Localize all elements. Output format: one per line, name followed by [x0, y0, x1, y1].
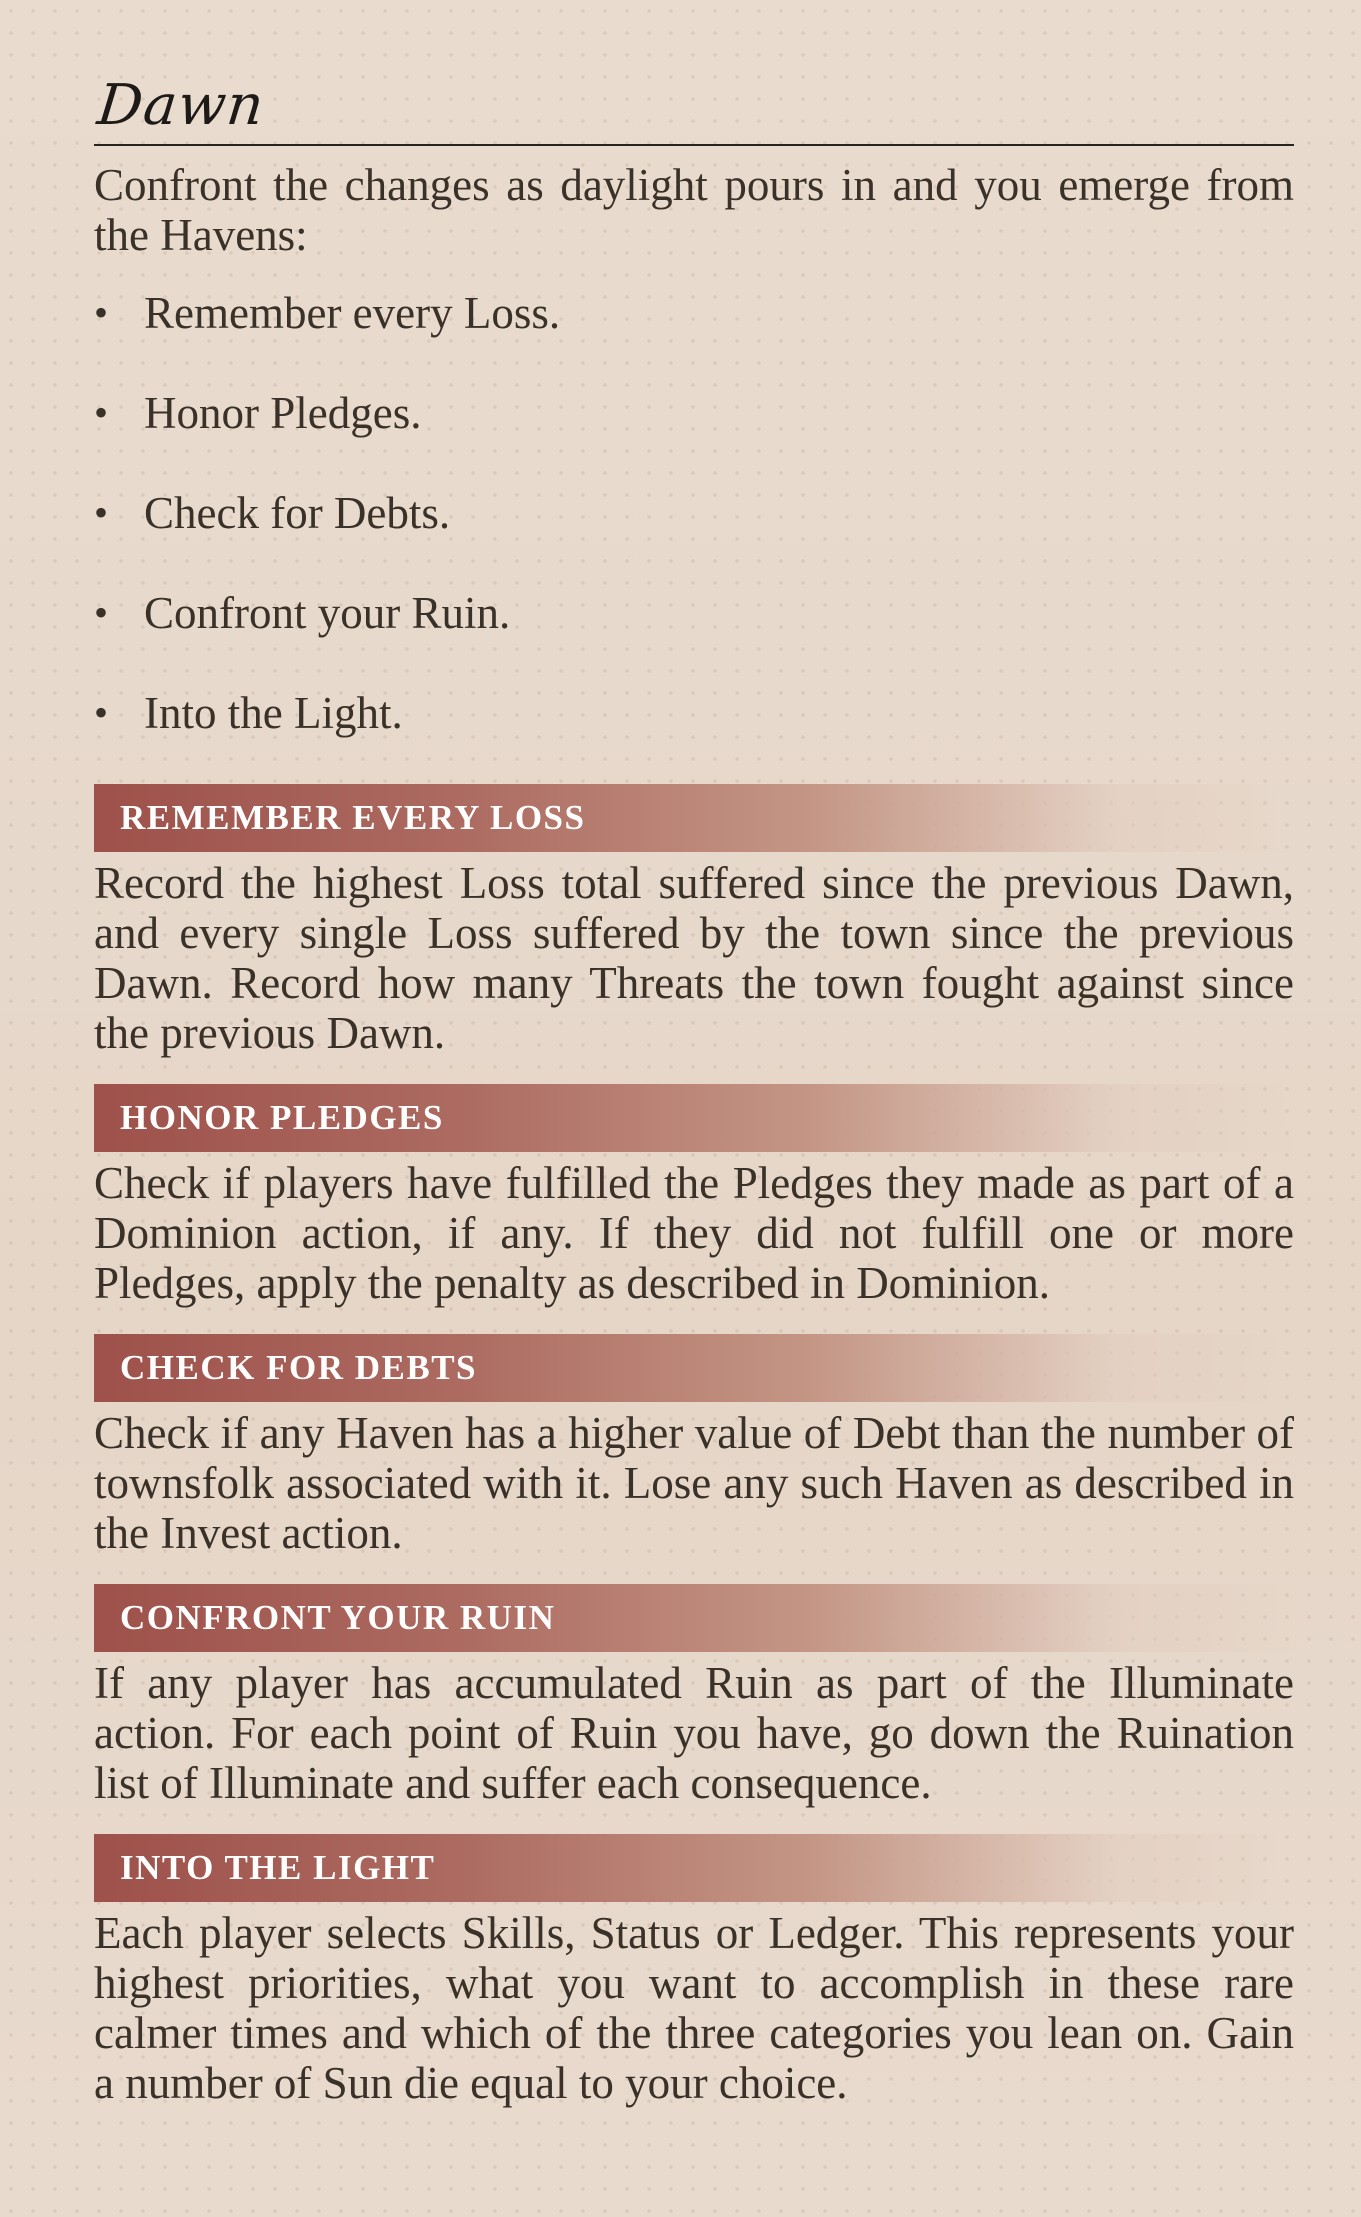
bullet-icon: • [94, 490, 109, 535]
bullet-icon: • [94, 390, 109, 435]
list-item [94, 488, 1294, 538]
section-check-for-debts [94, 1334, 1294, 1558]
section-heading: REMEMBER EVERY LOSS [120, 798, 586, 837]
section-body: Check if any Haven has a higher value of Debt than the number of townsfolk associated with it. Lose any such Haven as described in the Invest action. [94, 1408, 1294, 1558]
section-body: Check if players have fulfilled the Pledges they made as part of a Dominion action, if any. If they did not fulfill one or more Pledges, apply the penalty as described in Dominion. [94, 1158, 1294, 1308]
bullet-icon: • [94, 690, 109, 735]
intro-paragraph: Confront the changes as daylight pours in and you emerge from the Havens: [94, 160, 1294, 260]
section-banner [94, 1834, 1294, 1902]
section-heading: CONFRONT YOUR RUIN [120, 1598, 556, 1637]
section-body: If any player has accumulated Ruin as part of the Illuminate action. For each point of Ruin you have, go down the Ruination list of Illuminate and suffer each consequence. [94, 1658, 1294, 1808]
step-label: Confront your Ruin. [144, 588, 511, 638]
section-honor-pledges [94, 1084, 1294, 1308]
steps-list [94, 288, 1294, 738]
list-item [94, 288, 1294, 338]
chapter-title: Dawn [94, 73, 268, 138]
section-remember-every-loss [94, 784, 1294, 1058]
step-label: Remember every Loss. [144, 288, 561, 338]
section-confront-your-ruin [94, 1584, 1294, 1808]
bullet-icon: • [94, 290, 109, 335]
section-body: Each player selects Skills, Status or Ledger. This represents your highest priorities, what you want to accomplish in these rare calmer times and which of the three categories you lean on. Gain a number of Sun die equal to your choice. [94, 1908, 1294, 2108]
bullet-icon: • [94, 590, 109, 635]
section-banner [94, 1084, 1294, 1152]
section-heading: HONOR PLEDGES [120, 1098, 444, 1137]
section-banner [94, 784, 1294, 852]
content [94, 70, 1294, 2108]
section-heading: INTO THE LIGHT [120, 1848, 436, 1887]
section-heading: CHECK FOR DEBTS [120, 1348, 477, 1387]
title-divider [94, 144, 1294, 146]
list-item [94, 688, 1294, 738]
list-item [94, 588, 1294, 638]
section-into-the-light [94, 1834, 1294, 2108]
step-label: Into the Light. [144, 688, 403, 738]
step-label: Check for Debts. [144, 488, 451, 538]
step-label: Honor Pledges. [144, 388, 422, 438]
list-item [94, 388, 1294, 438]
section-banner [94, 1334, 1294, 1402]
section-body: Record the highest Loss total suffered since the previous Dawn, and every single Loss suffered by the town since the previous Dawn. Record how many Threats the town fought against since the previous Dawn. [94, 858, 1294, 1058]
section-banner [94, 1584, 1294, 1652]
